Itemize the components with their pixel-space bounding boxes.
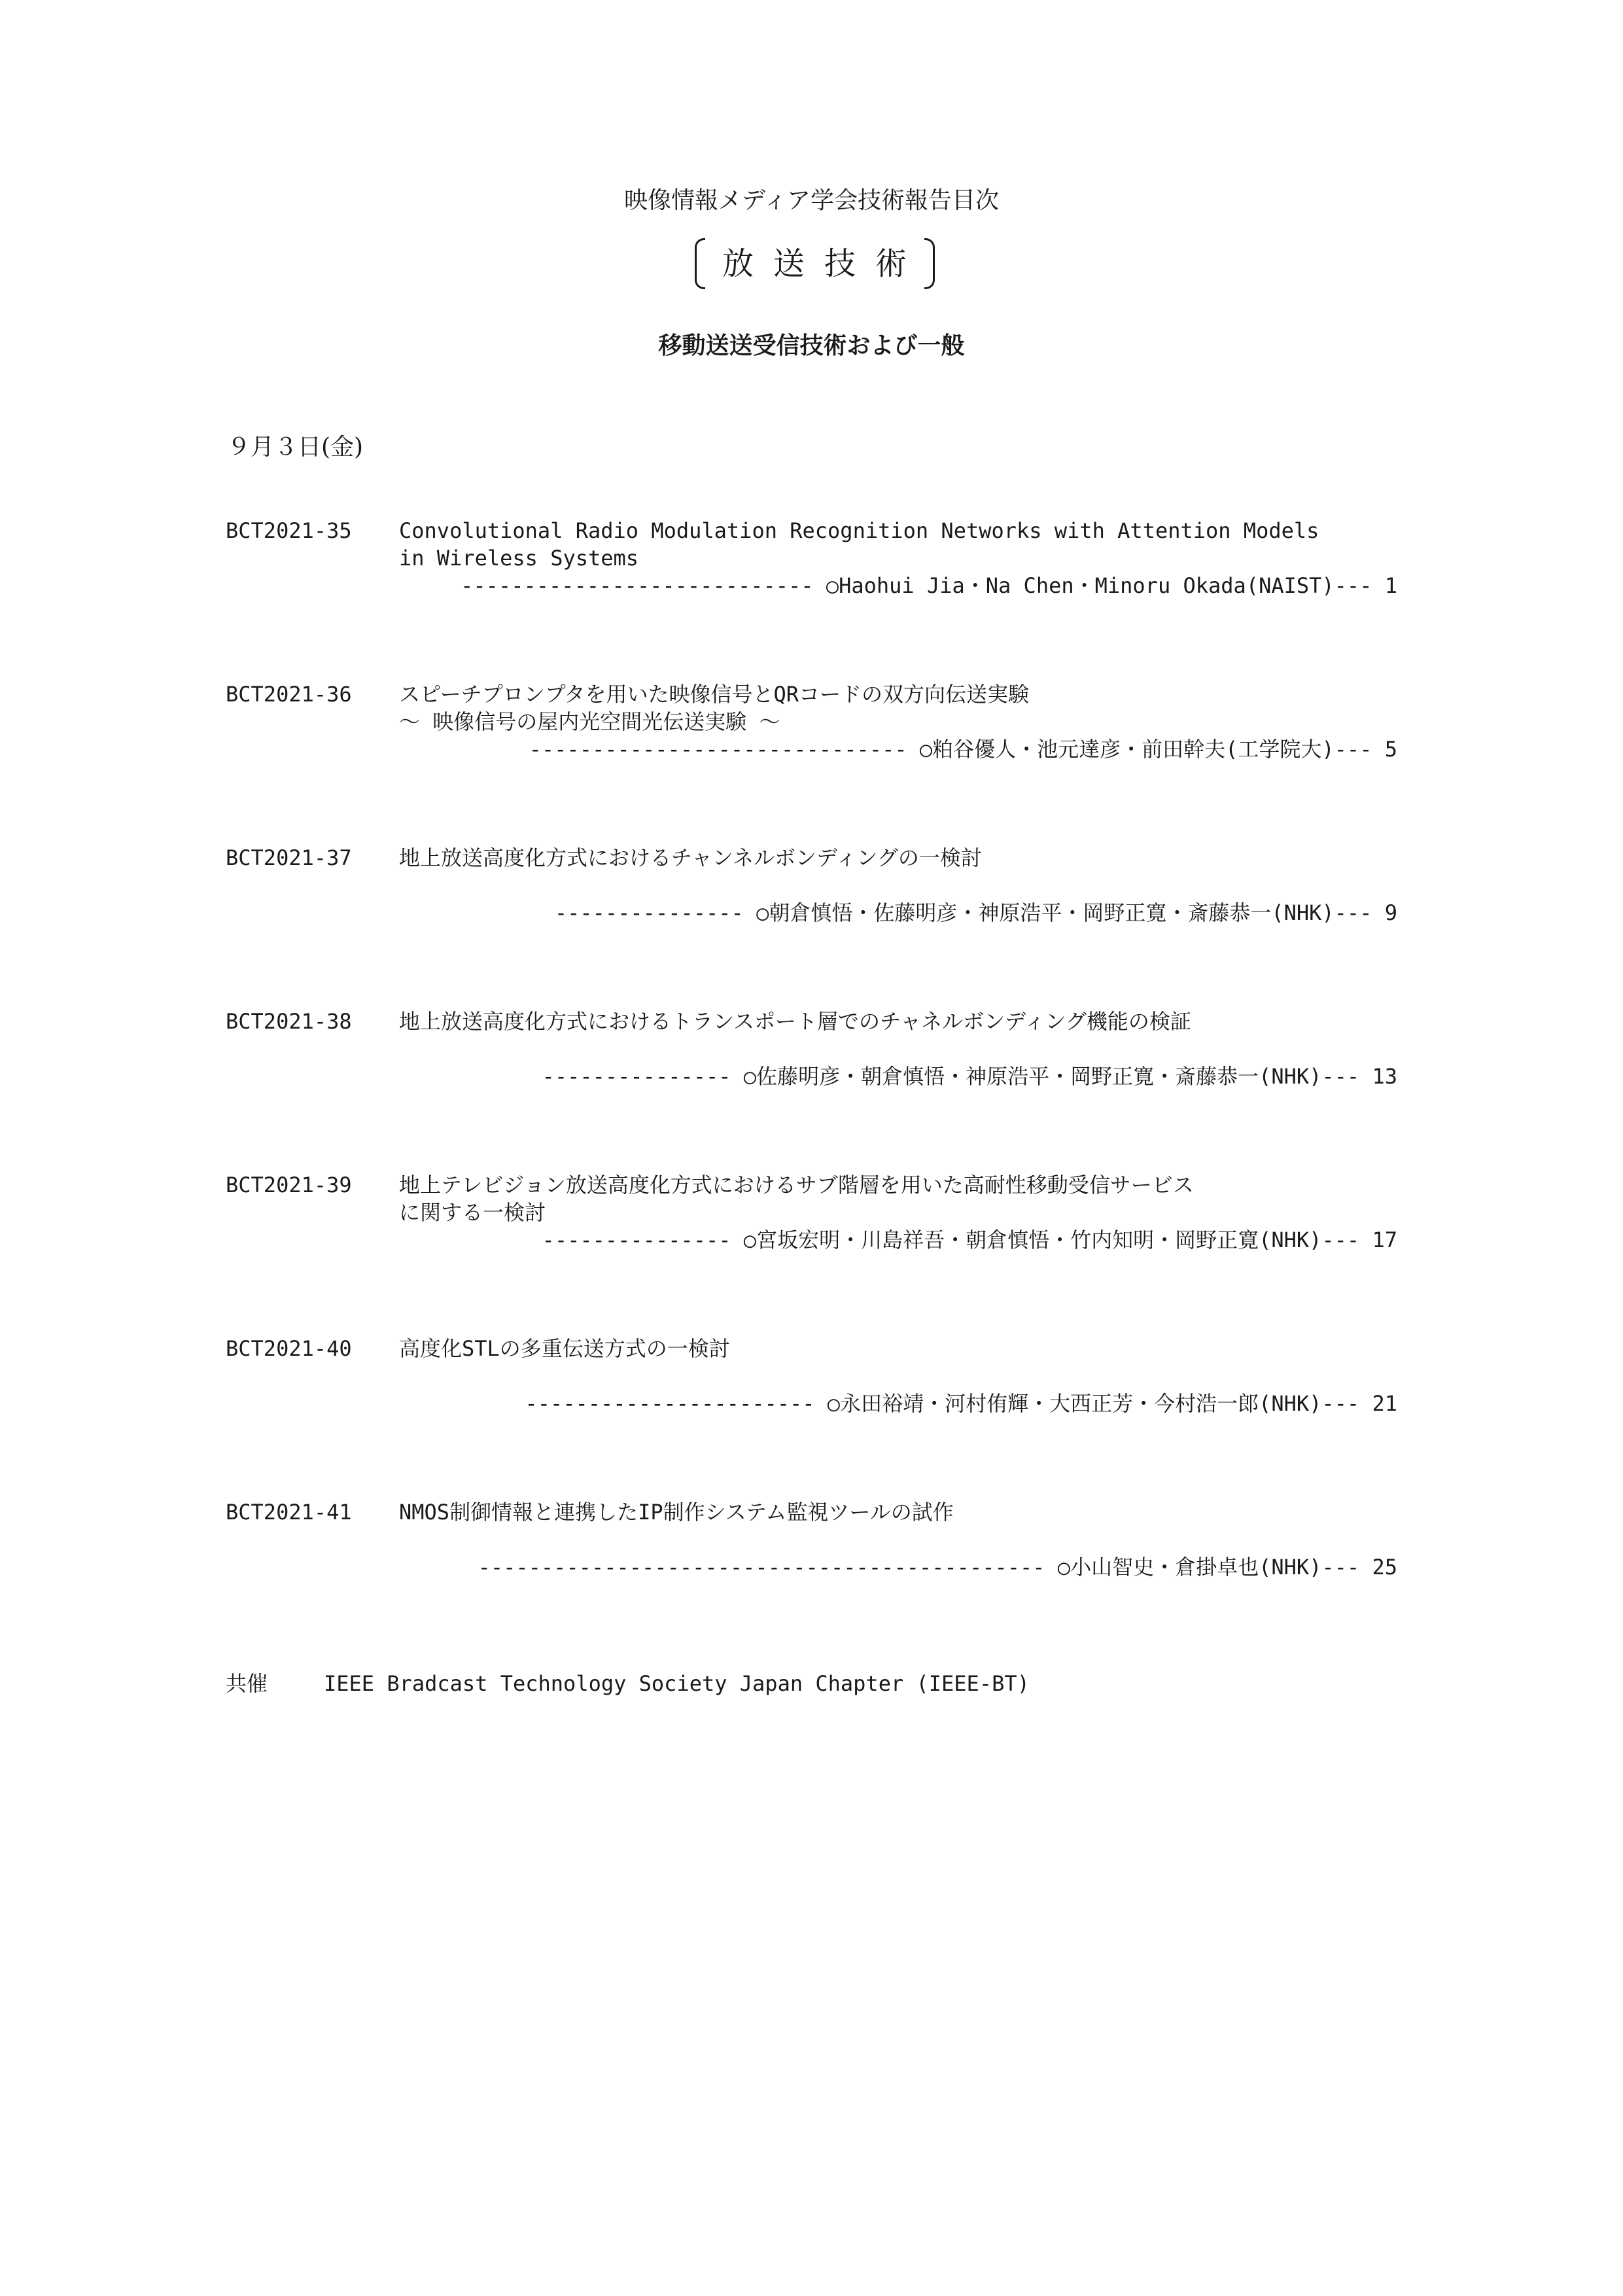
entry-authors-line [555,899,1397,927]
entry-page-number: 17 [1372,1227,1397,1252]
entry-page-number: 1 [1384,573,1397,598]
session-date: ９月３日(金) [227,434,364,461]
entry-id: BCT2021-41 [226,1500,352,1525]
entry-title: 地上放送高度化方式におけるトランスポート層でのチャネルボンディング機能の検証 [399,1009,1191,1034]
entry-title: NMOS制御情報と連携したIP制作システム監視ツールの試作 [399,1500,954,1525]
entry-id: BCT2021-37 [226,845,352,870]
toc-entry [0,1498,1623,1629]
toc-entry [0,844,1623,975]
toc-entry [0,1171,1623,1302]
entry-page-number: 5 [1384,737,1397,762]
entry-authors: ○朝倉慎悟・佐藤明彦・神原浩平・岡野正寛・斎藤恭一(NHK)--- [756,900,1385,925]
session-subtitle: 移動送送受信技術および一般 [658,332,965,359]
dotted-leader: --------------- [542,1227,744,1252]
entry-authors-line [478,1553,1397,1581]
entry-authors: ○永田裕靖・河村侑輝・大西正芳・今村浩一郎(NHK)--- [827,1391,1372,1416]
entry-authors-line [525,1390,1397,1417]
cosponsor-text: IEEE Bradcast Technology Society Japan Chapter (IEEE-BT) [324,1671,1030,1696]
dotted-leader: ---------------------------- [461,573,826,598]
entry-title: 地上テレビジョン放送高度化方式におけるサブ階層を用いた高耐性移動受信サービス [399,1173,1194,1197]
entry-title: 地上放送高度化方式におけるチャンネルボンディングの一検討 [399,845,982,870]
entry-title-continued: に関する一検討 [399,1200,546,1225]
dotted-leader: --------------- [554,900,757,925]
entry-authors-line [461,572,1397,599]
cosponsor-line [226,1670,1030,1697]
entry-authors-line [542,1226,1397,1254]
entry-authors: ○佐藤明彦・朝倉慎悟・神原浩平・岡野正寛・斎藤恭一(NHK)--- [743,1064,1372,1089]
dotted-leader: ------------------------------ [529,737,920,762]
entry-id: BCT2021-36 [226,682,352,707]
dotted-leader: ----------------------- [525,1391,828,1416]
entry-id: BCT2021-35 [226,518,352,543]
category-title: 放送技術 [722,245,926,282]
entry-id: BCT2021-38 [226,1009,352,1034]
category-right-bracket [924,238,935,289]
society-header: 映像情報メディア学会技術報告目次 [623,187,1000,214]
entry-authors: ○Haohui Jia・Na Chen・Minoru Okada(NAIST)--- [826,573,1385,598]
entry-authors-line [529,735,1397,763]
entry-authors: ○小山智史・倉掛卓也(NHK)--- [1057,1555,1372,1580]
entry-authors-line [542,1063,1397,1090]
entry-title: Convolutional Radio Modulation Recognition Networks with Attention Models [399,518,1319,543]
entry-title: 高度化STLの多重伝送方式の一検討 [399,1336,730,1361]
entry-title-continued: ～ 映像信号の屋内光空間光伝送実験 ～ [399,709,780,734]
entry-page-number: 9 [1384,900,1397,925]
entry-id: BCT2021-40 [226,1336,352,1361]
entry-title: スピーチプロンプタを用いた映像信号とQRコードの双方向伝送実験 [399,682,1030,707]
entry-authors: ○粕谷優人・池元達彦・前田幹夫(工学院大)--- [919,737,1385,762]
entry-page-number: 25 [1372,1555,1397,1580]
entry-title-continued: in Wireless Systems [399,546,639,571]
toc-entry [0,680,1623,811]
cosponsor-label: 共催 [226,1671,268,1696]
entry-page-number: 21 [1372,1391,1397,1416]
dotted-leader: --------------- [542,1064,744,1089]
dotted-leader: --------------------------------------------- [478,1555,1058,1580]
entry-authors: ○宮坂宏明・川島祥吾・朝倉慎悟・竹内知明・岡野正寛(NHK)--- [743,1227,1372,1252]
entry-page-number: 13 [1372,1064,1397,1089]
toc-entry [0,517,1623,648]
toc-entry [0,1008,1623,1139]
entry-id: BCT2021-39 [226,1173,352,1197]
toc-entry [0,1335,1623,1466]
